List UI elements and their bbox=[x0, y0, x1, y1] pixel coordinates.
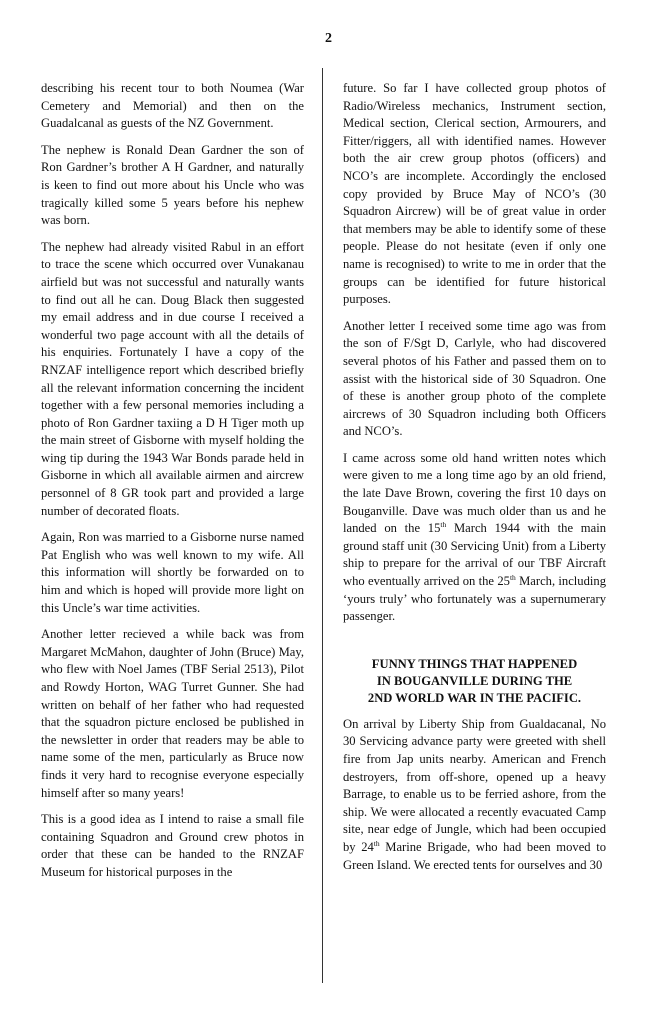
paragraph-carlyle-letter: Another letter I received some time ago was from the son of F/Sgt D, Carlyle, who had discovered several photos of his Father and passed them on to assist with the historical side of 30 Squadron. One of these is another group photo of the complete aircrews of 30 Squadron including both Officers and NCO’s. bbox=[343, 318, 606, 439]
arrival-text-b: Marine Brigade, who had been moved to Green Island. We erected tents for ourselves and 30 bbox=[343, 839, 606, 872]
paragraph-rabul: The nephew had already visited Rabul in an effort to trace the scene which occurred over Vunakanau airfield but was not successful and naturally wants to find out all he can. Doug Black then suggested my email address and in due course I received a wonderful two page account with all the details of his enquiries. Fortunately I have a copy of the RNZAF intelligence report which described briefly all the relevant information concerning the incident together with a few personal memories including a photo of Ron Gardner taxiing a D H Tiger moth up the main street of Gisborne with myself holding the wing tip during the 1943 War Bonds parade held in Gisborne in which all available airmen and aircrew personnel of 8 GR took part and provided a large number of decorated floats. bbox=[41, 239, 304, 518]
arrival-text-a: On arrival by Liberty Ship from Gualdacanal, No 30 Servicing advance party were greeted with shell fire from Jap units nearby. American and French destroyers, from off-shore, opened up a heavy Barrage, to enable us to be ferried ashore, from the ship. We were allocated a recently evacuated Camp site, near edge of Jungle, which had been occupied by 24 bbox=[343, 716, 606, 854]
right-column bbox=[343, 80, 606, 883]
ordinal-suffix: th bbox=[440, 520, 447, 530]
column-divider bbox=[322, 68, 323, 983]
paragraph-pat-english: Again, Ron was married to a Gisborne nurse named Pat English who was well known to my wife. All this information will shortly be forwarded on to him and which is hoped will provide more light on this Uncle’s war time activities. bbox=[41, 530, 304, 615]
dave-brown-text-c: March, including ‘yours truly’ who fortunately was a supernumerary passenger. bbox=[343, 574, 606, 624]
paragraph-collected-photos: future. So far I have collected group photos of Radio/Wireless mechanics, Instrument section, Medical section, Clerical section, Armourers, and Fitter/riggers, all with identified names. However both the air crew group photos (officers) and NCO’s are incomplete. Accordingly the enclosed copy provided by Bruce May of NCO’s (30 Squadron Aircrew) will be of great value in order that members may be able to identify some of these people. Please do not hesitate (even if only one name is recognised) to write to me in order that the groups can be identified for future historical purposes. bbox=[343, 81, 606, 307]
paragraph-photo-file: This is a good idea as I intend to raise a small file containing Squadron and Ground crew photos in order that these can be handed to the RNZAF Museum for historical purposes in the bbox=[41, 812, 304, 879]
paragraph-margaret-letter: Another letter recieved a while back was from Margaret McMahon, daughter of John (Bruce) May, who flew with Noel James (TBF Serial 2513), Pilot and Rowdy Horton, WAG Turret Gunner. She had written on behalf of her father who had requested that the squadron picture enclosed be published in the newsletter in order that readers may be able to name some of the men, particularly as Bruce now finds it very hard to recognise everyone especially himself after so many years! bbox=[41, 627, 304, 800]
paragraph-nephew: The nephew is Ronald Dean Gardner the son of Ron Gardner’s brother A H Gardner, and naturally is keen to find out more about his Uncle who was tragically killed some 5 years before his nephew was born. bbox=[41, 142, 304, 228]
paragraph-arrival bbox=[343, 716, 606, 874]
paragraph-dave-brown bbox=[343, 450, 606, 626]
heading-line-1: FUNNY THINGS THAT HAPPENED bbox=[371, 656, 578, 671]
page-number: 2 bbox=[325, 31, 332, 46]
ordinal-suffix: th bbox=[509, 573, 516, 583]
heading-line-2: IN BOUGANVILLE DURING THE bbox=[376, 673, 573, 688]
dave-brown-text-b: March 1944 with the main ground staff unit (30 Servicing Unit) from a Liberty ship to prepare for the arrival of our TBF Aircraft who eventually arrived on the 25 bbox=[343, 521, 606, 589]
left-column bbox=[41, 80, 304, 891]
paragraph-tour: describing his recent tour to both Noumea (War Cemetery and Memorial) and then on the Guadalcanal as guests of the NZ Government. bbox=[41, 81, 304, 131]
heading-line-3: 2ND WORLD WAR IN THE PACIFIC. bbox=[367, 690, 582, 705]
dave-brown-text-a: I came across some old hand written notes which were given to me a long time ago by an old friend, the late Dave Brown, covering the first 10 days on Bouganville. Dave was much older than us and he landed on the 15 bbox=[343, 450, 606, 536]
section-heading bbox=[343, 656, 606, 707]
ordinal-suffix: th bbox=[373, 838, 380, 848]
